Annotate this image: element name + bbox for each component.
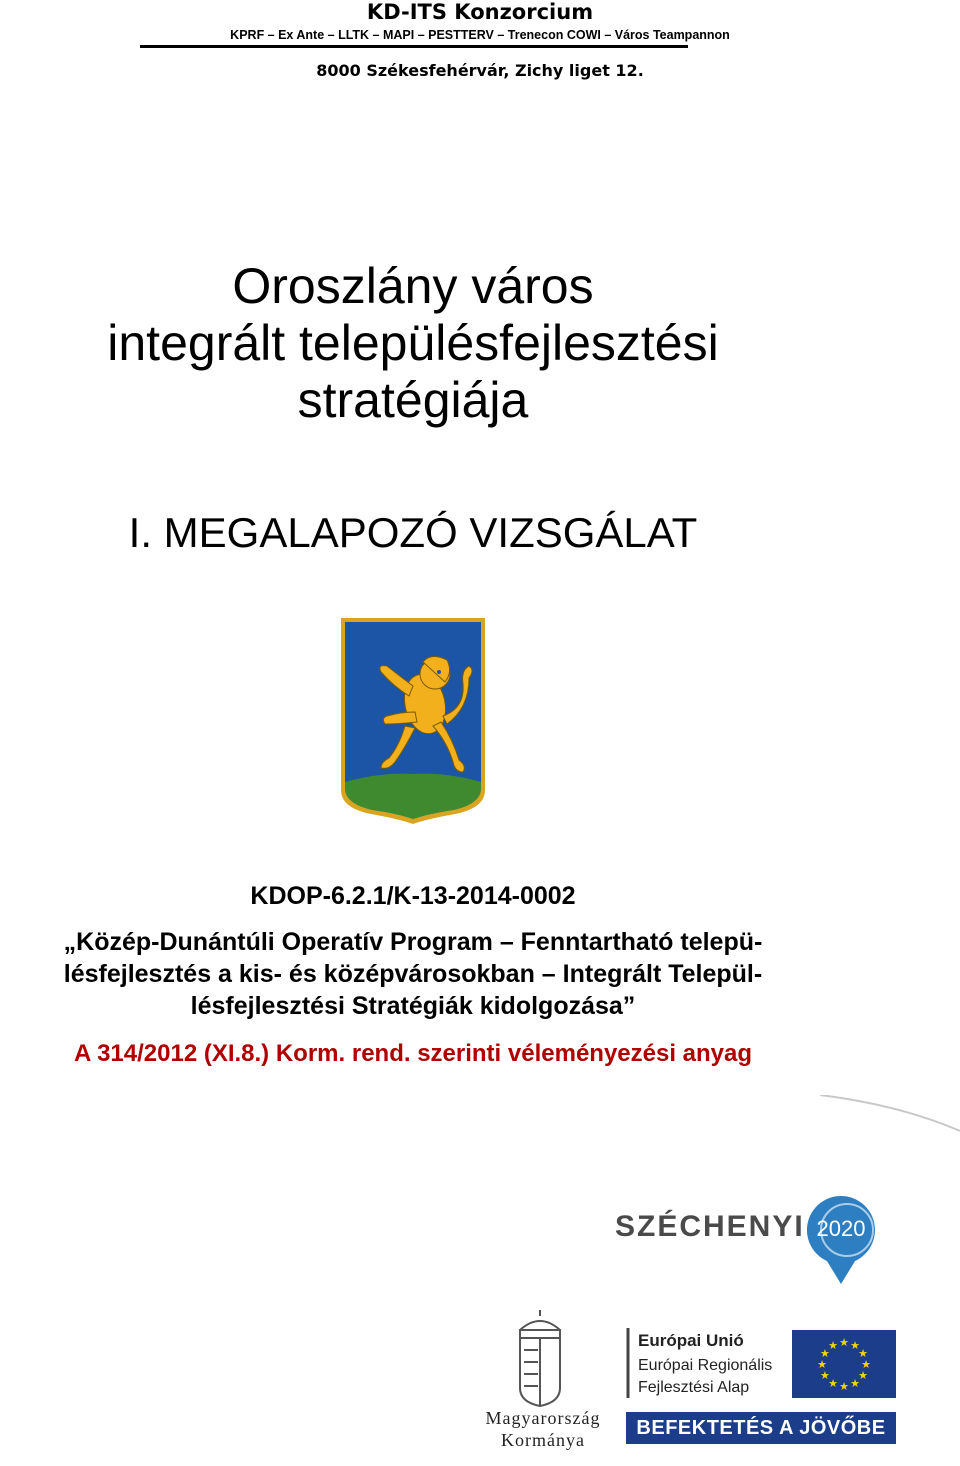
review-note: A 314/2012 (XI.8.) Korm. rend. szerinti véleményezési anyag (73, 1040, 753, 1067)
eu-star: ★ (820, 1347, 830, 1360)
consortium-members: KPRF – Ex Ante – LLTK – MAPI – PESTTERV – Trenecon COWI – Város Teampannon (230, 28, 730, 42)
eu-star: ★ (839, 1380, 849, 1393)
eu-star: ★ (828, 1338, 838, 1352)
eu-line-1: Európai Unió (638, 1331, 744, 1350)
consortium-name: KD-ITS Konzorcium (366, 0, 594, 24)
eu-star: ★ (858, 1369, 868, 1382)
consortium-address: 8000 Székesfehérvár, Zichy liget 12. (316, 61, 644, 80)
title-line-2: integrált településfejlesztési (107, 315, 719, 371)
title-line-1: Oroszlány város (232, 258, 594, 314)
project-line-2: lésfejlesztés a kis- és középvárosokban – Integrált Települ- (63, 960, 763, 988)
eu-star: ★ (828, 1377, 838, 1391)
project-code: KDOP-6.2.1/K-13-2014-0002 (250, 882, 576, 910)
szechenyi-word: SZÉCHENYI (615, 1210, 805, 1243)
eu-star: ★ (861, 1358, 871, 1371)
header-divider (140, 45, 688, 48)
eu-slogan-banner: BEFEKTETÉS A JÖVŐBE (626, 1412, 896, 1444)
decorative-curve (820, 1095, 960, 1135)
hungarian-government-logo (468, 1310, 618, 1450)
szechenyi-2020-logo (615, 1190, 885, 1290)
eu-line-2: Európai Regionális (638, 1357, 773, 1374)
eu-star: ★ (820, 1369, 830, 1382)
government-line-1: Magyarország (485, 1408, 601, 1428)
eu-star: ★ (850, 1377, 860, 1391)
project-line-1: „Közép-Dunántúli Operatív Program – Fenntartható telepü- (63, 928, 763, 956)
eu-star: ★ (817, 1358, 827, 1371)
eu-line-3: Fejlesztési Alap (638, 1379, 750, 1396)
government-line-2: Kormánya (501, 1430, 585, 1450)
project-line-3: lésfejlesztési Stratégiák kidolgozása” (190, 992, 636, 1020)
szechenyi-year: 2020 (816, 1216, 866, 1241)
project-description (0, 926, 826, 1022)
section-title: I. MEGALAPOZÓ VIZSGÁLAT (128, 509, 698, 556)
eu-star: ★ (850, 1338, 860, 1352)
eu-star: ★ (858, 1347, 868, 1360)
title-line-3: stratégiája (297, 372, 529, 428)
eu-fund-logo (626, 1326, 898, 1406)
eu-star: ★ (839, 1336, 849, 1349)
coat-of-arms-icon (335, 612, 491, 826)
document-title (0, 258, 826, 429)
